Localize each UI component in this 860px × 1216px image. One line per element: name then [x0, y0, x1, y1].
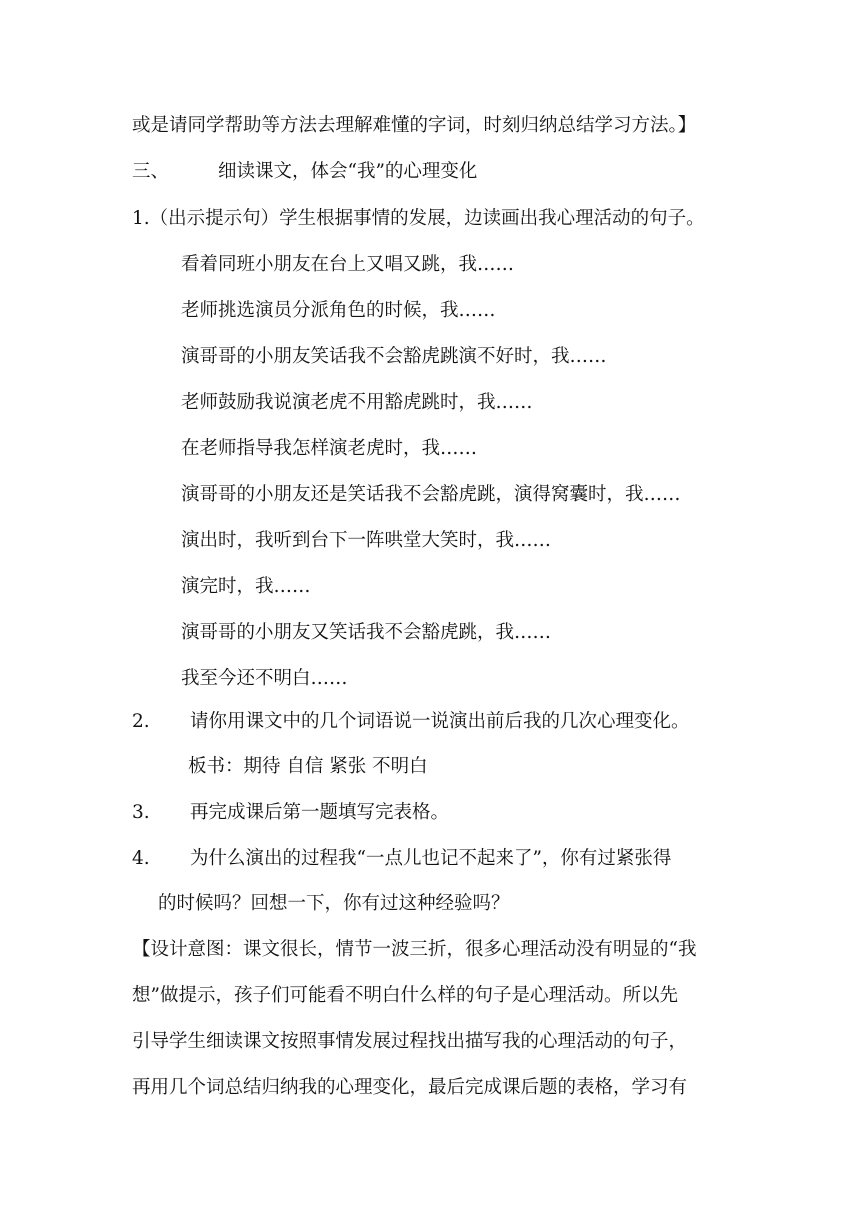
section-title: 细读课文，体会“我”的心理变化 — [218, 161, 478, 182]
design-intent-line: 【设计意图：课文很长，情节一波三折，很多心理活动没有明显的“我 — [132, 939, 697, 960]
item-3 — [132, 804, 449, 823]
design-intent-line: 引导学生细读课文按照事情发展过程找出描写我的心理活动的句子， — [132, 1031, 688, 1052]
design-intent-line: 再用几个词总结归纳我的心理变化，最后完成课后题的表格，学习有 — [132, 1077, 688, 1098]
prompt-item: 老师鼓励我说演老虎不用豁虎跳时，我…… — [181, 392, 533, 413]
section-number: 三、 — [132, 161, 170, 182]
design-intent-line: 想”做提示，孩子们可能看不明白什么样的句子是心理活动。所以先 — [132, 985, 678, 1006]
item-number: 2. — [132, 711, 150, 732]
section-three-heading — [132, 163, 477, 182]
board-notes: 板书：期待 自信 紧张 不明白 — [188, 756, 428, 777]
prompt-item: 演哥哥的小朋友又笑话我不会豁虎跳，我…… — [181, 622, 552, 643]
item-4-line-2: 的时候吗？回想一下，你有过这种经验吗？ — [158, 893, 510, 914]
item-text: 请你用课文中的几个词语说一说演出前后我的几次心理变化。 — [190, 711, 690, 732]
prompt-item: 我至今还不明白…… — [181, 668, 348, 689]
item-text: 再完成课后第一题填写完表格。 — [190, 802, 450, 823]
prompt-item: 演完时，我…… — [181, 576, 311, 597]
item-number: 3. — [132, 802, 150, 823]
prompt-item: 看着同班小朋友在台上又唱又跳，我…… — [181, 254, 515, 275]
prompt-item: 演出时，我听到台下一阵哄堂大笑时，我…… — [181, 530, 552, 551]
item-4-line-1 — [132, 850, 671, 869]
prompt-item: 在老师指导我怎样演老虎时，我…… — [181, 438, 478, 459]
item-1-text: 1.（出示提示句）学生根据事情的发展，边读画出我心理活动的句子。 — [132, 208, 705, 229]
item-number: 4. — [132, 848, 150, 869]
prompt-item: 演哥哥的小朋友还是笑话我不会豁虎跳，演得窝囊时，我…… — [181, 484, 681, 505]
prompt-item: 演哥哥的小朋友笑话我不会豁虎跳演不好时，我…… — [181, 346, 607, 367]
prompt-item: 老师挑选演员分派角色的时候，我…… — [181, 300, 496, 321]
item-text: 为什么演出的过程我“一点儿也记不起来了”，你有过紧张得 — [190, 848, 672, 869]
carry-over-line: 或是请同学帮助等方法去理解难懂的字词，时刻归纳总结学习方法。】 — [132, 115, 697, 136]
item-2 — [132, 713, 690, 732]
